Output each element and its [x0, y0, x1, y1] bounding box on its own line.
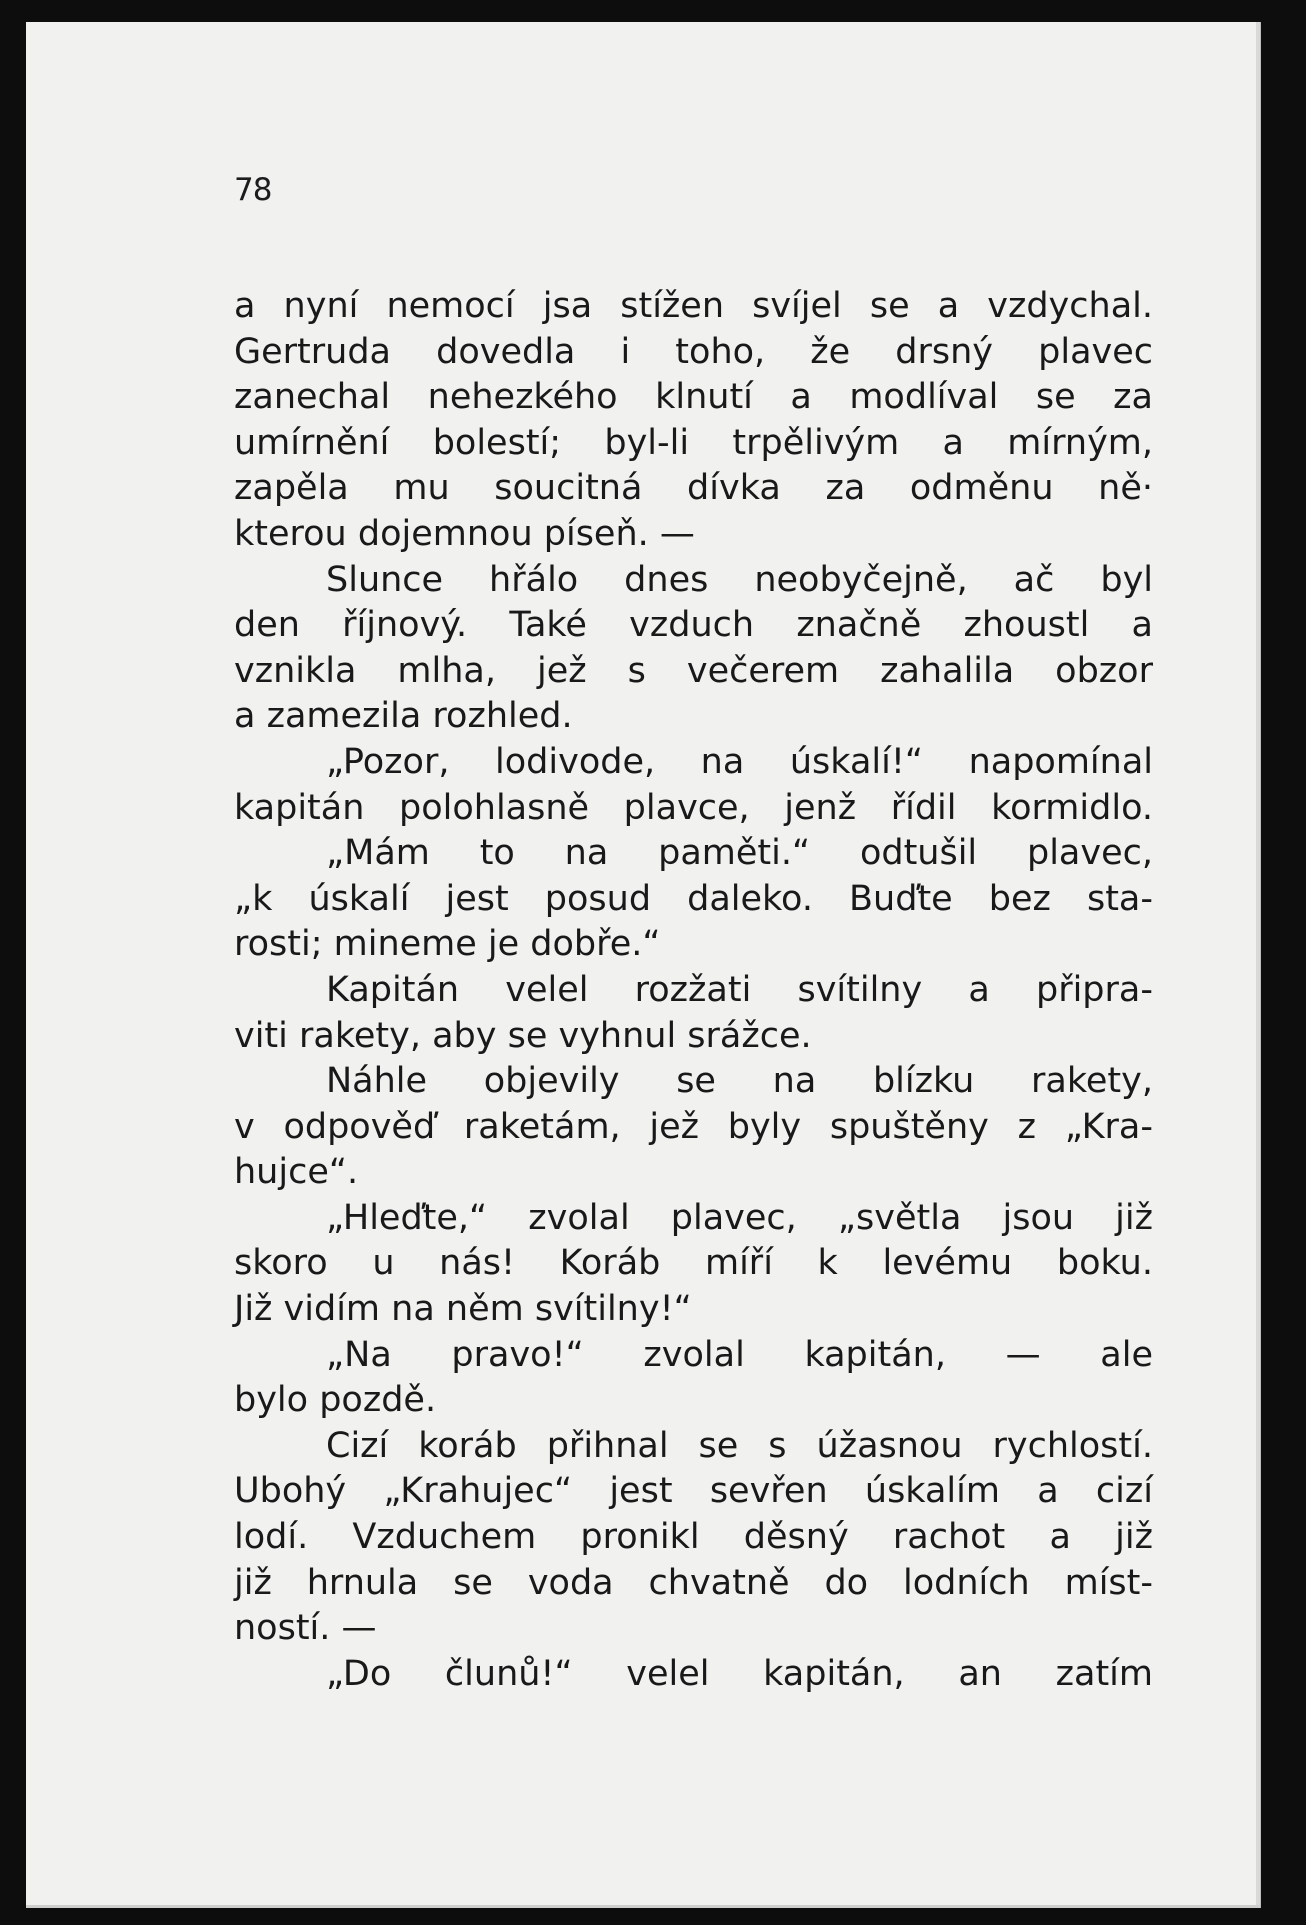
- text-line: „Do člunů!“ velel kapitán, an zatím: [326, 1653, 1153, 1694]
- text-line: „Na pravo!“ zvolal kapitán, — ale: [326, 1334, 1153, 1375]
- text-line: Kapitán velel rozžati svítilny a připra-: [326, 969, 1153, 1010]
- text-line: a zamezila rozhled.: [234, 696, 573, 737]
- text-line: v odpověď raketám, jež byly spuštěny z „Kra-: [234, 1106, 1153, 1147]
- text-line: viti rakety, aby se vyhnul srážce.: [234, 1015, 812, 1056]
- text-line: kapitán polohlasně plavce, jenž řídil kormidlo.: [234, 787, 1153, 828]
- text-line: a nyní nemocí jsa stížen svíjel se a vzdychal.: [234, 286, 1153, 326]
- page-bottom-edge: [26, 1905, 1260, 1908]
- text-line: „Pozor, lodivode, na úskalí!“ napomínal: [326, 741, 1153, 782]
- text-line: již hrnula se voda chvatně do lodních míst-: [234, 1562, 1153, 1603]
- text-line: Ubohý „Krahujec“ jest sevřen úskalím a cizí: [234, 1471, 1153, 1512]
- text-line: skoro u nás! Koráb míří k levému boku.: [234, 1243, 1153, 1284]
- text-line: zanechal nehezkého klnutí a modlíval se za: [234, 377, 1153, 418]
- text-line: „Hleďte,“ zvolal plavec, „světla jsou již: [326, 1197, 1153, 1238]
- text-line: rosti; mineme je dobře.“: [234, 924, 661, 965]
- text-line: kterou dojemnou píseň. —: [234, 513, 695, 554]
- text-line: den říjnový. Také vzduch značně zhoustl a: [234, 605, 1153, 646]
- text-line: zapěla mu soucitná dívka za odměnu ně·: [234, 468, 1153, 509]
- book-page: [26, 22, 1261, 1908]
- text-line: Náhle objevily se na blízku rakety,: [326, 1061, 1153, 1102]
- text-line: hujce“.: [234, 1152, 359, 1193]
- text-line: lodí. Vzduchem pronikl děsný rachot a již: [234, 1517, 1153, 1558]
- text-line: bylo pozdě.: [234, 1380, 437, 1421]
- text-line: Již vidím na něm svítilny!“: [234, 1289, 692, 1330]
- body-text: [234, 284, 1153, 1697]
- text-line: „Mám to na paměti.“ odtušil plavec,: [326, 833, 1153, 874]
- page-number: 78: [234, 172, 272, 208]
- text-line: ností. —: [234, 1608, 377, 1649]
- text-line: Gertruda dovedla i toho, že drsný plavec: [234, 331, 1153, 372]
- text-line: „k úskalí jest posud daleko. Buďte bez sta-: [234, 878, 1153, 919]
- page-edge: [1256, 22, 1260, 1908]
- text-line: Cizí koráb přihnal se s úžasnou rychlostí.: [326, 1425, 1153, 1466]
- text-line: umírnění bolestí; byl-li trpělivým a mírným,: [234, 422, 1153, 463]
- text-line: Slunce hřálo dnes neobyčejně, ač byl: [326, 559, 1153, 600]
- text-line: vznikla mlha, jež s večerem zahalila obzor: [234, 650, 1153, 691]
